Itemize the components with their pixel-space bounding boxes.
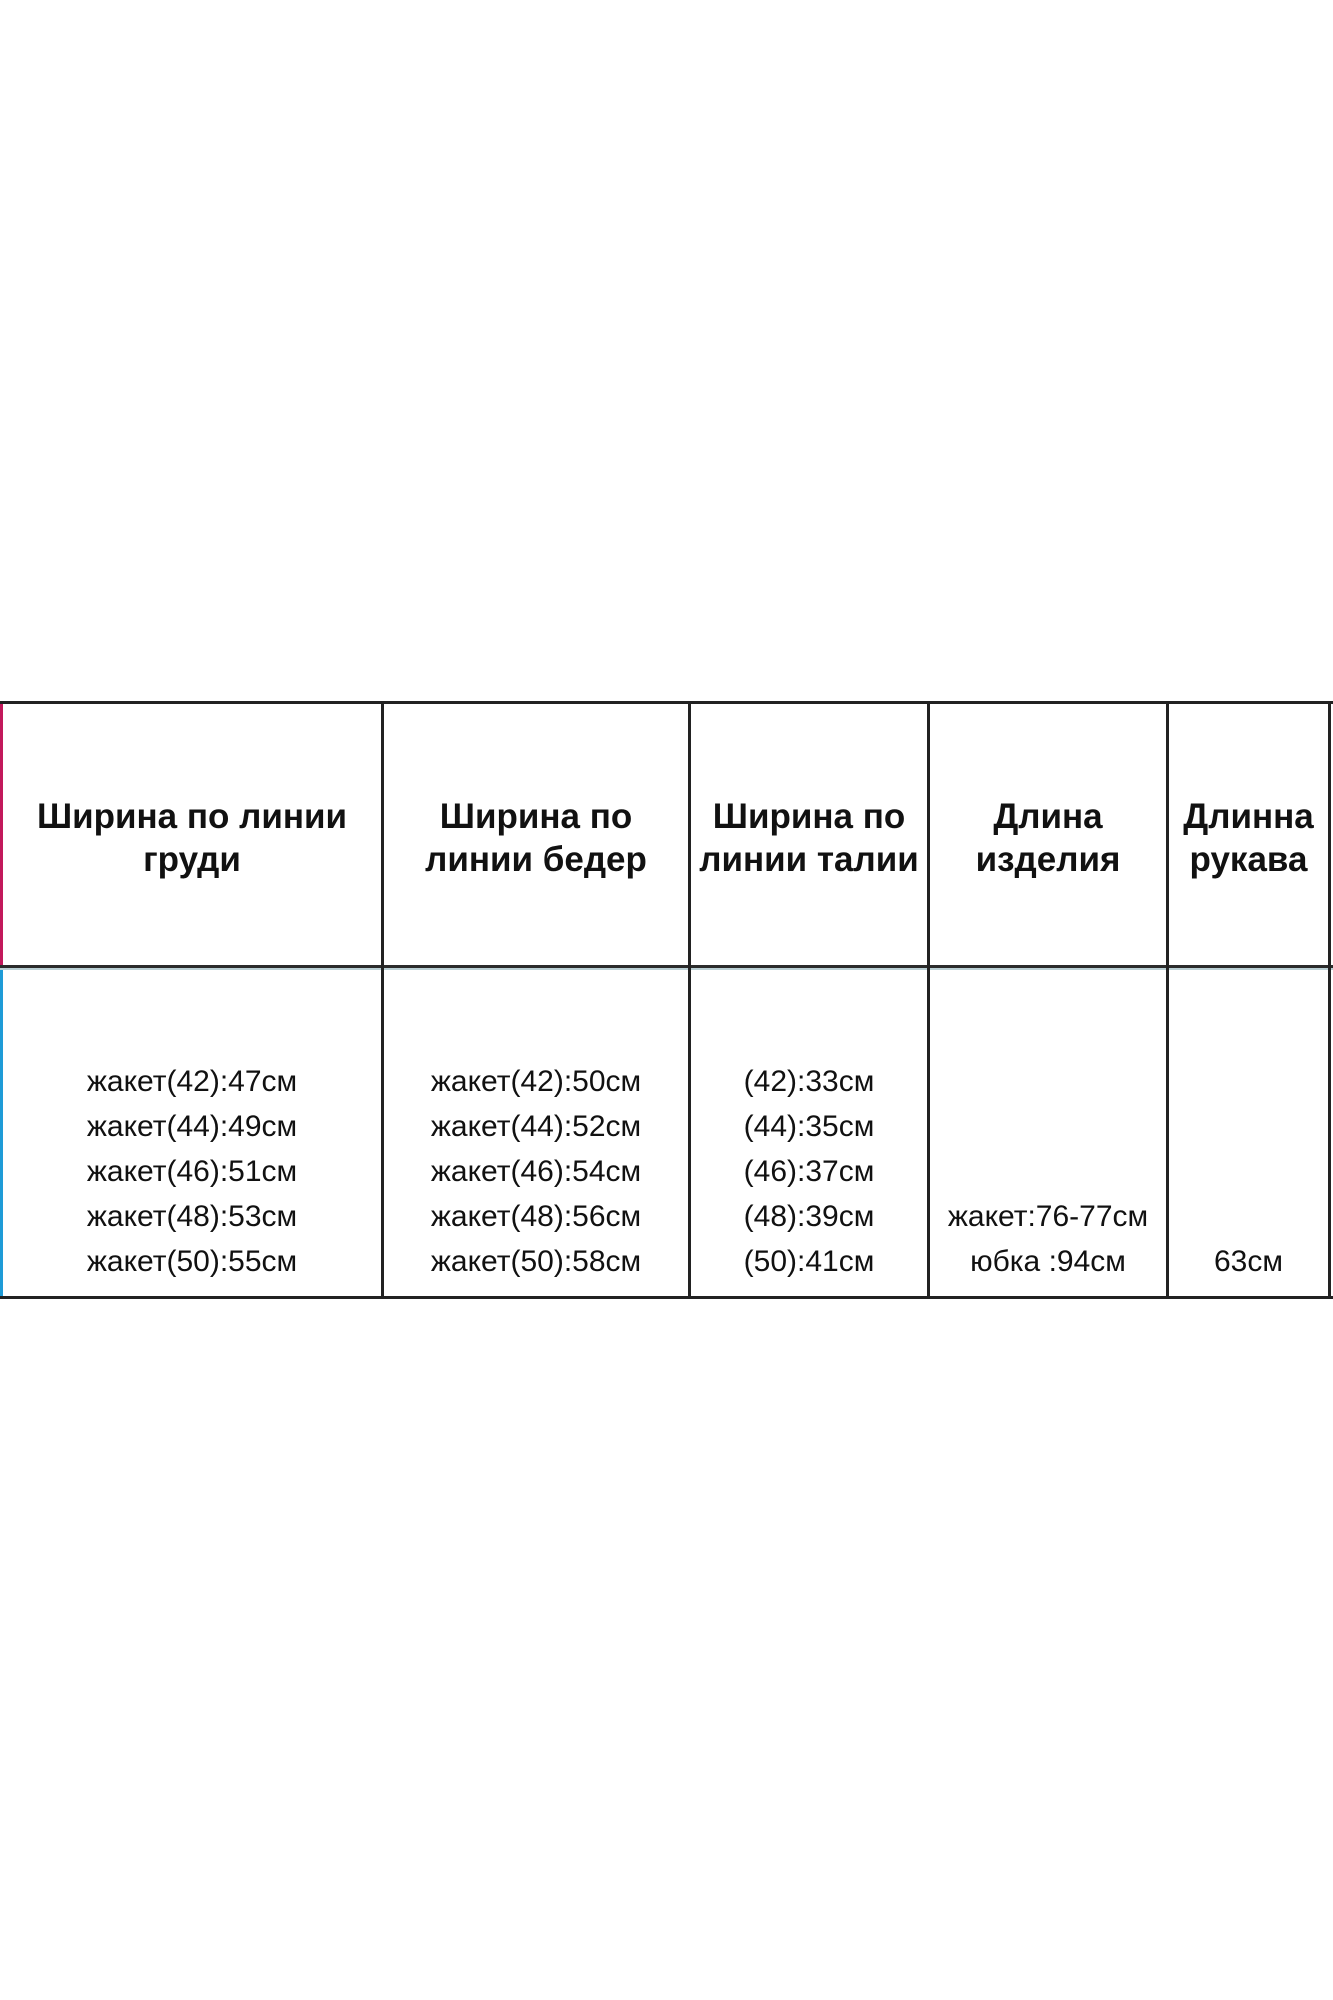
hips-values-cell [384, 970, 688, 1296]
chest-values-cell [3, 970, 381, 1296]
size-table [0, 701, 1333, 1299]
chest-values-list [87, 1059, 297, 1284]
list-item: (44):35см [743, 1110, 875, 1143]
length-values-list [948, 1194, 1148, 1284]
header-product-length [930, 704, 1166, 965]
list-item: жакет(50):58см [430, 1245, 642, 1278]
table-bottom-border [0, 1296, 1333, 1299]
header-chest-width-label: Ширина по линии груди [36, 796, 348, 879]
list-item: 63см [1214, 1245, 1283, 1278]
sleeve-values-cell [1169, 970, 1328, 1296]
header-waist-width [691, 704, 927, 965]
list-item: юбка :94см [970, 1245, 1126, 1278]
header-waist-width-label: Ширина по линии талии [699, 796, 919, 879]
list-item: (50):41см [743, 1245, 875, 1278]
list-item: жакет(50):55см [86, 1245, 298, 1278]
header-product-length-label: Длина изделия [975, 796, 1121, 879]
waist-values-list [744, 1059, 875, 1284]
waist-values-cell [691, 970, 927, 1296]
list-item: (42):33см [743, 1065, 875, 1098]
header-chest-width [3, 704, 381, 965]
sleeve-values-list [1214, 1239, 1283, 1284]
list-item: жакет(42):47см [86, 1065, 298, 1098]
header-sleeve-length-label: Длинна рукава [1183, 796, 1314, 879]
list-item: жакет(48):56см [430, 1200, 642, 1233]
list-item: жакет(46):54см [430, 1155, 642, 1188]
length-values-cell [930, 970, 1166, 1296]
list-item: жакет:76-77см [947, 1200, 1149, 1233]
hips-values-list [431, 1059, 641, 1284]
list-item: (46):37см [743, 1155, 875, 1188]
list-item: жакет(44):52см [430, 1110, 642, 1143]
table-right-border [1328, 701, 1331, 1299]
header-hips-width [384, 704, 688, 965]
list-item: жакет(46):51см [86, 1155, 298, 1188]
header-hips-width-label: Ширина по линии бедер [425, 796, 647, 879]
list-item: жакет(44):49см [86, 1110, 298, 1143]
list-item: жакет(48):53см [86, 1200, 298, 1233]
header-sleeve-length [1169, 704, 1328, 965]
list-item: (48):39см [743, 1200, 875, 1233]
list-item: жакет(42):50см [430, 1065, 642, 1098]
